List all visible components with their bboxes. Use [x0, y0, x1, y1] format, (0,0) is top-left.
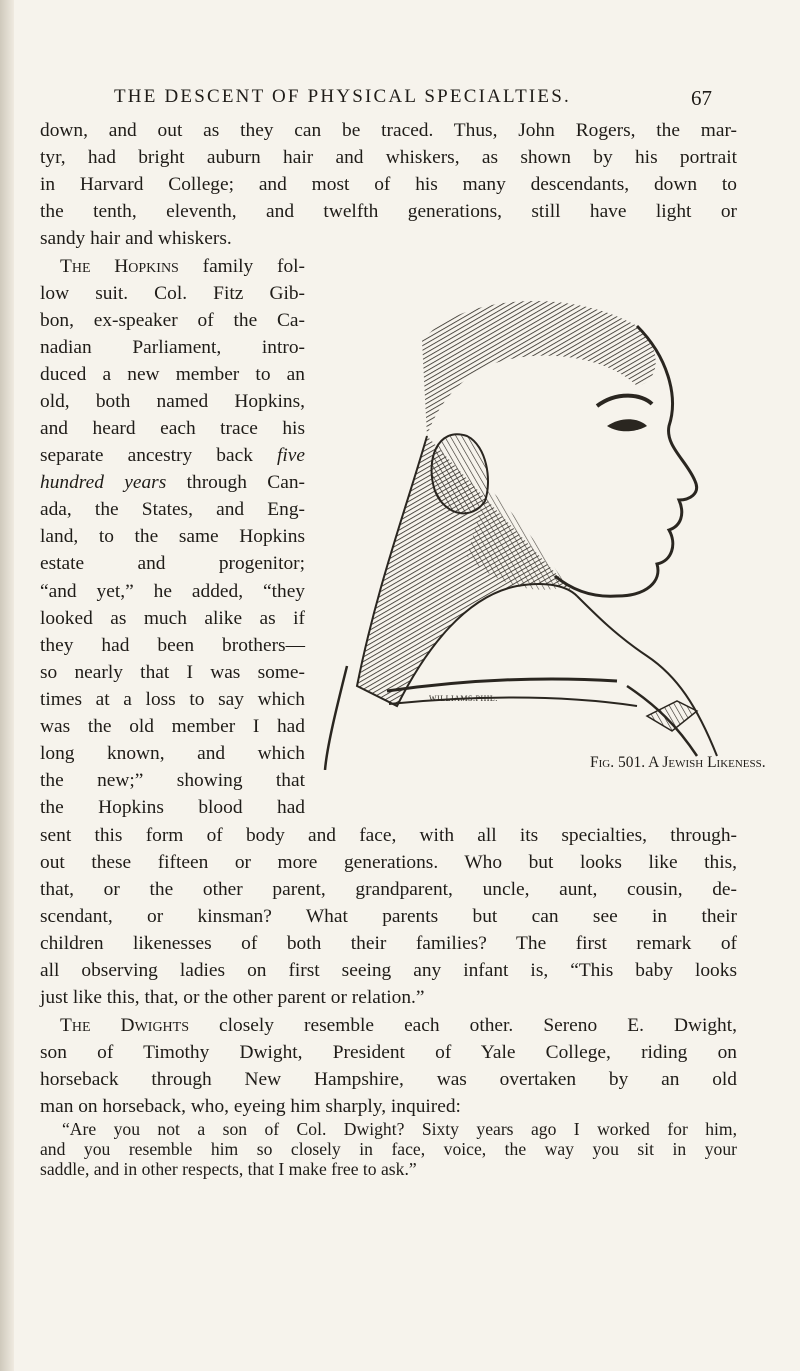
text-line: horseback through New Hampshire, was overtaken by an old	[40, 1069, 737, 1090]
text-line: sent this form of body and face, with all its specialties, through-	[40, 825, 737, 846]
text-line: separate ancestry back five	[40, 445, 305, 466]
text-line: “and yet,” he added, “they	[40, 581, 305, 602]
text-line: low suit. Col. Fitz Gib-	[40, 283, 305, 304]
text-line: out these fifteen or more generations. Who but looks like this,	[40, 852, 737, 873]
text-line: duced a new member to an	[40, 364, 305, 385]
text-line: times at a loss to say which	[40, 689, 305, 710]
text-line: just like this, that, or the other parent or relation.”	[40, 987, 425, 1008]
text-line: scendant, or kinsman? What parents but can see in their	[40, 906, 737, 927]
small-caps-lead: The Hopkins	[60, 256, 179, 277]
text-line: ada, the States, and Eng-	[40, 499, 305, 520]
text-line: long known, and which	[40, 743, 305, 764]
quote-line: saddle, and in other respects, that I make free to ask.”	[40, 1159, 417, 1179]
text-line: all observing ladies on first seeing any infant is, “This baby looks	[40, 960, 737, 981]
text-line: and heard each trace his	[40, 418, 305, 439]
running-header	[100, 86, 712, 116]
text-line: so nearly that I was some-	[40, 662, 305, 683]
text-line: The Dwights closely resemble each other. Sereno E. Dwight,	[60, 1015, 737, 1036]
figure-engraving	[317, 286, 735, 770]
small-caps-lead: The Dwights	[60, 1015, 189, 1036]
text-line: looked as much alike as if	[40, 608, 305, 629]
page-edge-shadow	[0, 0, 14, 1371]
text-line: tyr, had bright auburn hair and whiskers, as shown by his portrait	[40, 147, 737, 168]
text-line: hundred years through Can-	[40, 472, 305, 493]
text-line: children likenesses of both their families? The first remark of	[40, 933, 737, 954]
head-profile-illustration	[325, 301, 717, 770]
text-line: son of Timothy Dwight, President of Yale College, riding on	[40, 1042, 737, 1063]
text-line: sandy hair and whiskers.	[40, 228, 232, 249]
text-line: bon, ex-speaker of the Ca-	[40, 310, 305, 331]
text-line: estate and progenitor;	[40, 553, 305, 574]
running-title: THE DESCENT OF PHYSICAL SPECIALTIES.	[114, 86, 571, 107]
text-line: was the old member I had	[40, 716, 305, 737]
quote-line: “Are you not a son of Col. Dwight? Sixty years ago I worked for him,	[62, 1119, 737, 1139]
text-line: man on horseback, who, eyeing him sharply, inquired:	[40, 1096, 461, 1117]
engraver-signature: WILLIAMS.PHIL.	[429, 694, 498, 703]
text-line: the tenth, eleventh, and twelfth generations, still have light or	[40, 201, 737, 222]
text-line: the new;” showing that	[40, 770, 305, 791]
quote-line: and you resemble him so closely in face, voice, the way you sit in your	[40, 1139, 737, 1159]
text-line: nadian Parliament, intro-	[40, 337, 305, 358]
text-line: in Harvard College; and most of his many descendants, down to	[40, 174, 737, 195]
figure-caption: Fig. 501. A Jewish Likeness.	[590, 754, 766, 771]
text-line: down, and out as they can be traced. Thus, John Rogers, the mar-	[40, 120, 737, 141]
text-line: that, or the other parent, grandparent, uncle, aunt, cousin, de-	[40, 879, 737, 900]
text-line: land, to the same Hopkins	[40, 526, 305, 547]
page-number: 67	[691, 86, 712, 110]
text-line: the Hopkins blood had	[40, 797, 305, 818]
text-line: The Hopkins family fol-	[60, 256, 305, 277]
text-line: they had been brothers—	[40, 635, 305, 656]
text-line: old, both named Hopkins,	[40, 391, 305, 412]
